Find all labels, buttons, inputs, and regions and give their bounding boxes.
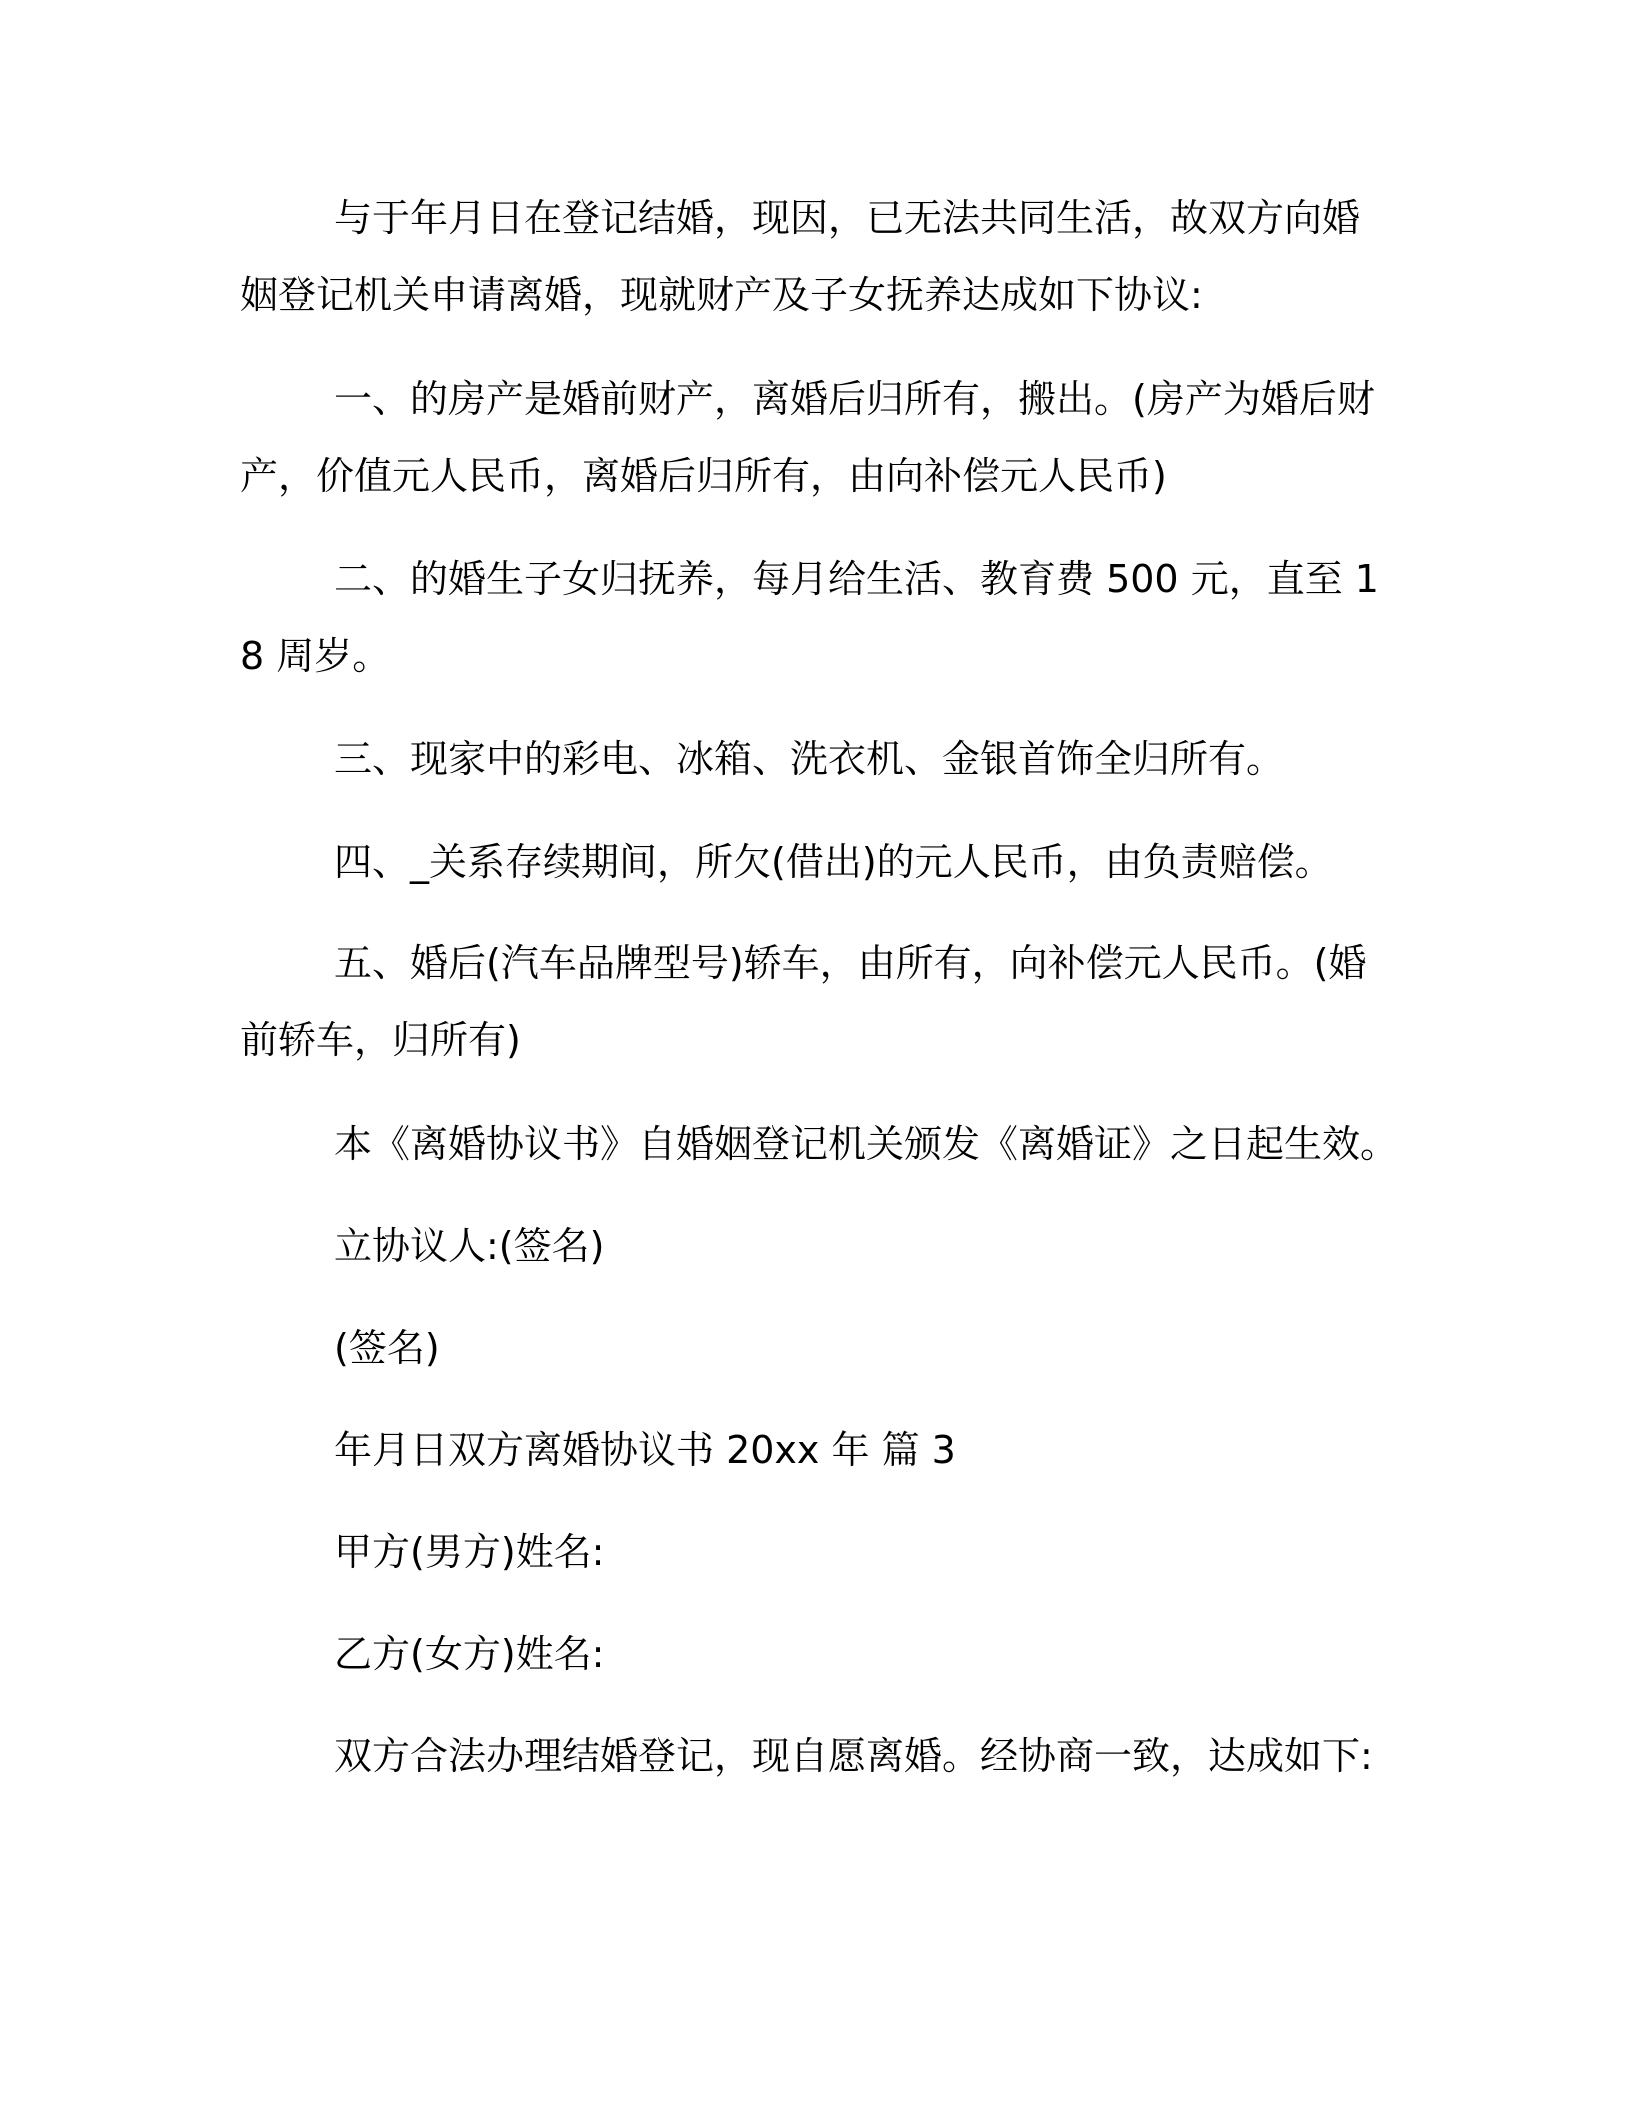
paragraph-clause-4: 四、_关系存续期间，所欠(借出)的元人民币，由负责赔偿。	[334, 840, 1333, 884]
paragraph-date-heading: 年月日双方离婚协议书 20xx 年 篇 3	[334, 1428, 956, 1472]
paragraph-intro: 与于年月日在登记结婚，现因，已无法共同生活，故双方向婚姻登记机关申请离婚，现就财产及子女抚养达成如下协议:	[240, 196, 1361, 317]
paragraph-signature: (签名)	[334, 1326, 440, 1370]
paragraph-party-b: 乙方(女方)姓名:	[334, 1632, 605, 1676]
paragraph-party-a: 甲方(男方)姓名:	[334, 1530, 605, 1574]
paragraph-signatory: 立协议人:(签名)	[334, 1224, 605, 1268]
paragraph-clause-5: 五、婚后(汽车品牌型号)轿车，由所有，向补偿元人民币。(婚前轿车，归所有)	[240, 941, 1367, 1062]
paragraph-clause-1: 一、的房产是婚前财产，离婚后归所有，搬出。(房产为婚后财产，价值元人民币，离婚后归所有，由向补偿元人民币)	[240, 377, 1375, 498]
paragraph-clause-3: 三、现家中的彩电、冰箱、洗衣机、金银首饰全归所有。	[334, 737, 1285, 781]
paragraph-agreement: 双方合法办理结婚登记，现自愿离婚。经协商一致，达成如下:	[334, 1734, 1373, 1778]
paragraph-clause-2: 二、的婚生子女归抚养，每月给生活、教育费 500 元，直至 18 周岁。	[240, 557, 1379, 678]
paragraph-effective: 本《离婚协议书》自婚姻登记机关颁发《离婚证》之日起生效。	[334, 1122, 1399, 1166]
